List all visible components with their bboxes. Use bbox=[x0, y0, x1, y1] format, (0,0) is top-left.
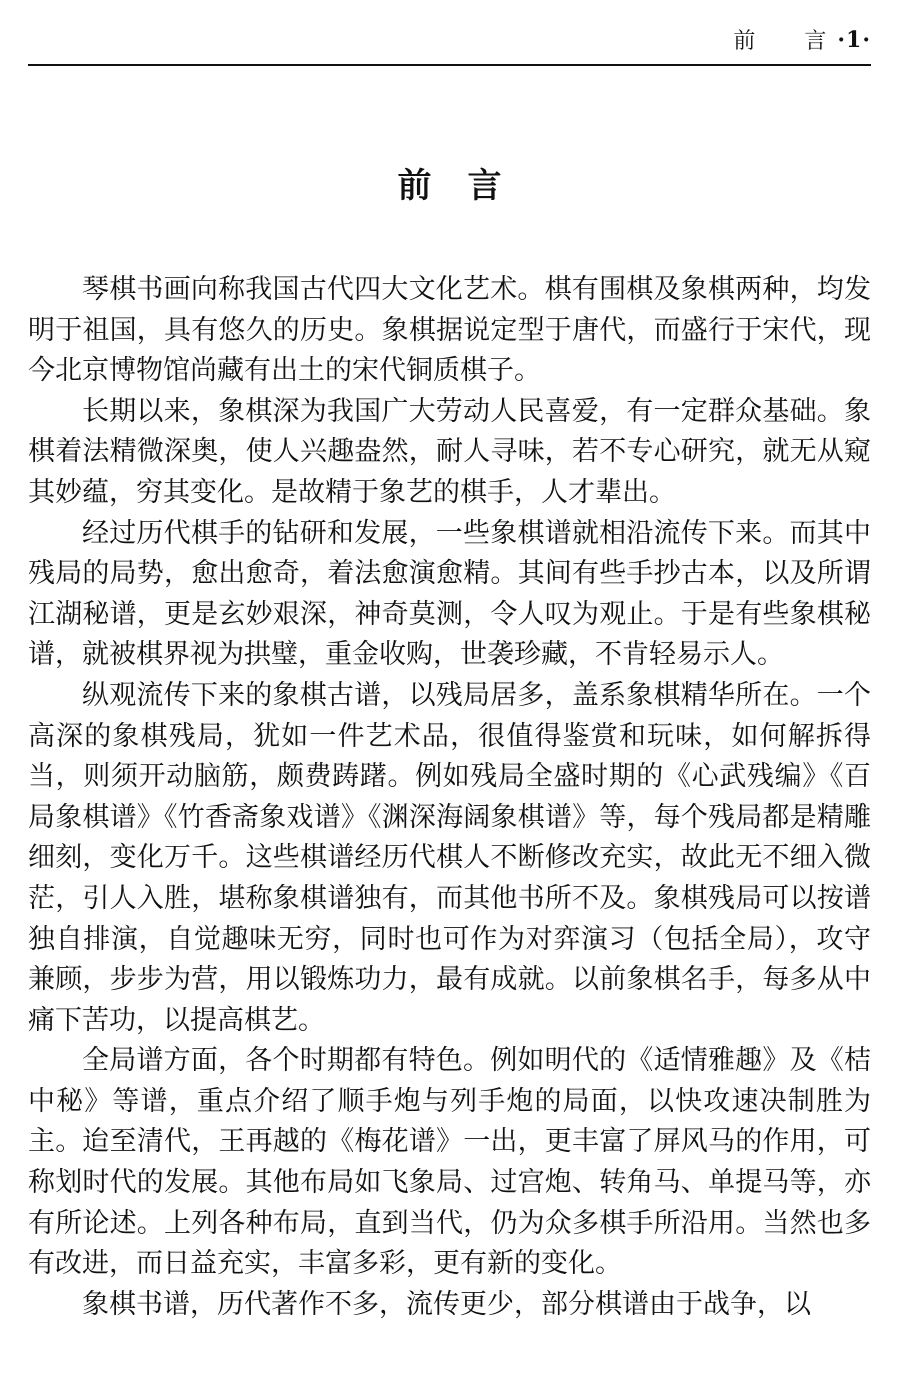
paragraph-1: 琴棋书画向称我国古代四大文化艺术。棋有围棋及象棋两种，均发明于祖国，具有悠久的历史。象棋据说定型于唐代，而盛行于宋代，现今北京博物馆尚藏有出土的宋代铜质棋子。 bbox=[28, 274, 871, 387]
body-text bbox=[28, 270, 871, 1325]
running-header bbox=[733, 24, 871, 55]
paragraph-6: 象棋书谱，历代著作不多，流传更少，部分棋谱由于战争，以 bbox=[82, 1288, 811, 1320]
paragraph-3: 经过历代棋手的钻研和发展，一些象棋谱就相沿流传下来。而其中残局的局势，愈出愈奇，着法愈演愈精。其间有些手抄古本，以及所谓江湖秘谱，更是玄妙艰深，神奇莫测，令人叹为观止。于是有些象棋秘谱，就被棋界视为拱璧，重金收购，世袭珍藏，不肯轻易示人。 bbox=[28, 517, 871, 671]
paragraph-2: 长期以来，象棋深为我国广大劳动人民喜爱，有一定群众基础。象棋着法精微深奥，使人兴趣盎然，耐人寻味，若不专心研究，就无从窥其妙蕴，穷其变化。是故精于象艺的棋手，人才辈出。 bbox=[28, 395, 871, 508]
paragraph-5: 全局谱方面，各个时期都有特色。例如明代的《适情雅趣》及《桔中秘》等谱，重点介绍了顺手炮与列手炮的局面，以快攻速决制胜为主。迨至清代，王再越的《梅花谱》一出，更丰富了屏风马的作用，可称划时代的发展。其他布局如飞象局、过宫炮、转角马、单提马等，亦有所论述。上列各种布局，直到当代，仍为众多棋手所沿用。当然也多有改进，而日益充实，丰富多彩，更有新的变化。 bbox=[28, 1045, 871, 1280]
header-rule bbox=[28, 64, 871, 66]
chapter-title: 前言 bbox=[397, 166, 538, 206]
page-number: ·1· bbox=[837, 26, 871, 53]
running-header-section-char-1: 前 bbox=[733, 29, 757, 54]
paragraph-4: 纵观流传下来的象棋古谱，以残局居多，盖系象棋精华所在。一个高深的象棋残局，犹如一件艺术品，很值得鉴赏和玩味，如何解拆得当，则须开动脑筋，颇费踌躇。例如残局全盛时期的《心武残编》《百局象棋谱》《竹香斋象戏谱》《渊深海阔象棋谱》等，每个残局都是精雕细刻，变化万千。这些棋谱经历代棋人不断修改充实，故此无不细入微茫，引人入胜，堪称象棋谱独有，而其他书所不及。象棋残局可以按谱独自排演，自觉趣味无穷，同时也可作为对弈演习（包括全局），攻守兼顾，步步为营，用以锻炼功力，最有成就。以前象棋名手，每多从中痛下苦功，以提高棋艺。 bbox=[28, 679, 871, 1036]
running-header-section-char-2: 言 bbox=[804, 29, 828, 54]
